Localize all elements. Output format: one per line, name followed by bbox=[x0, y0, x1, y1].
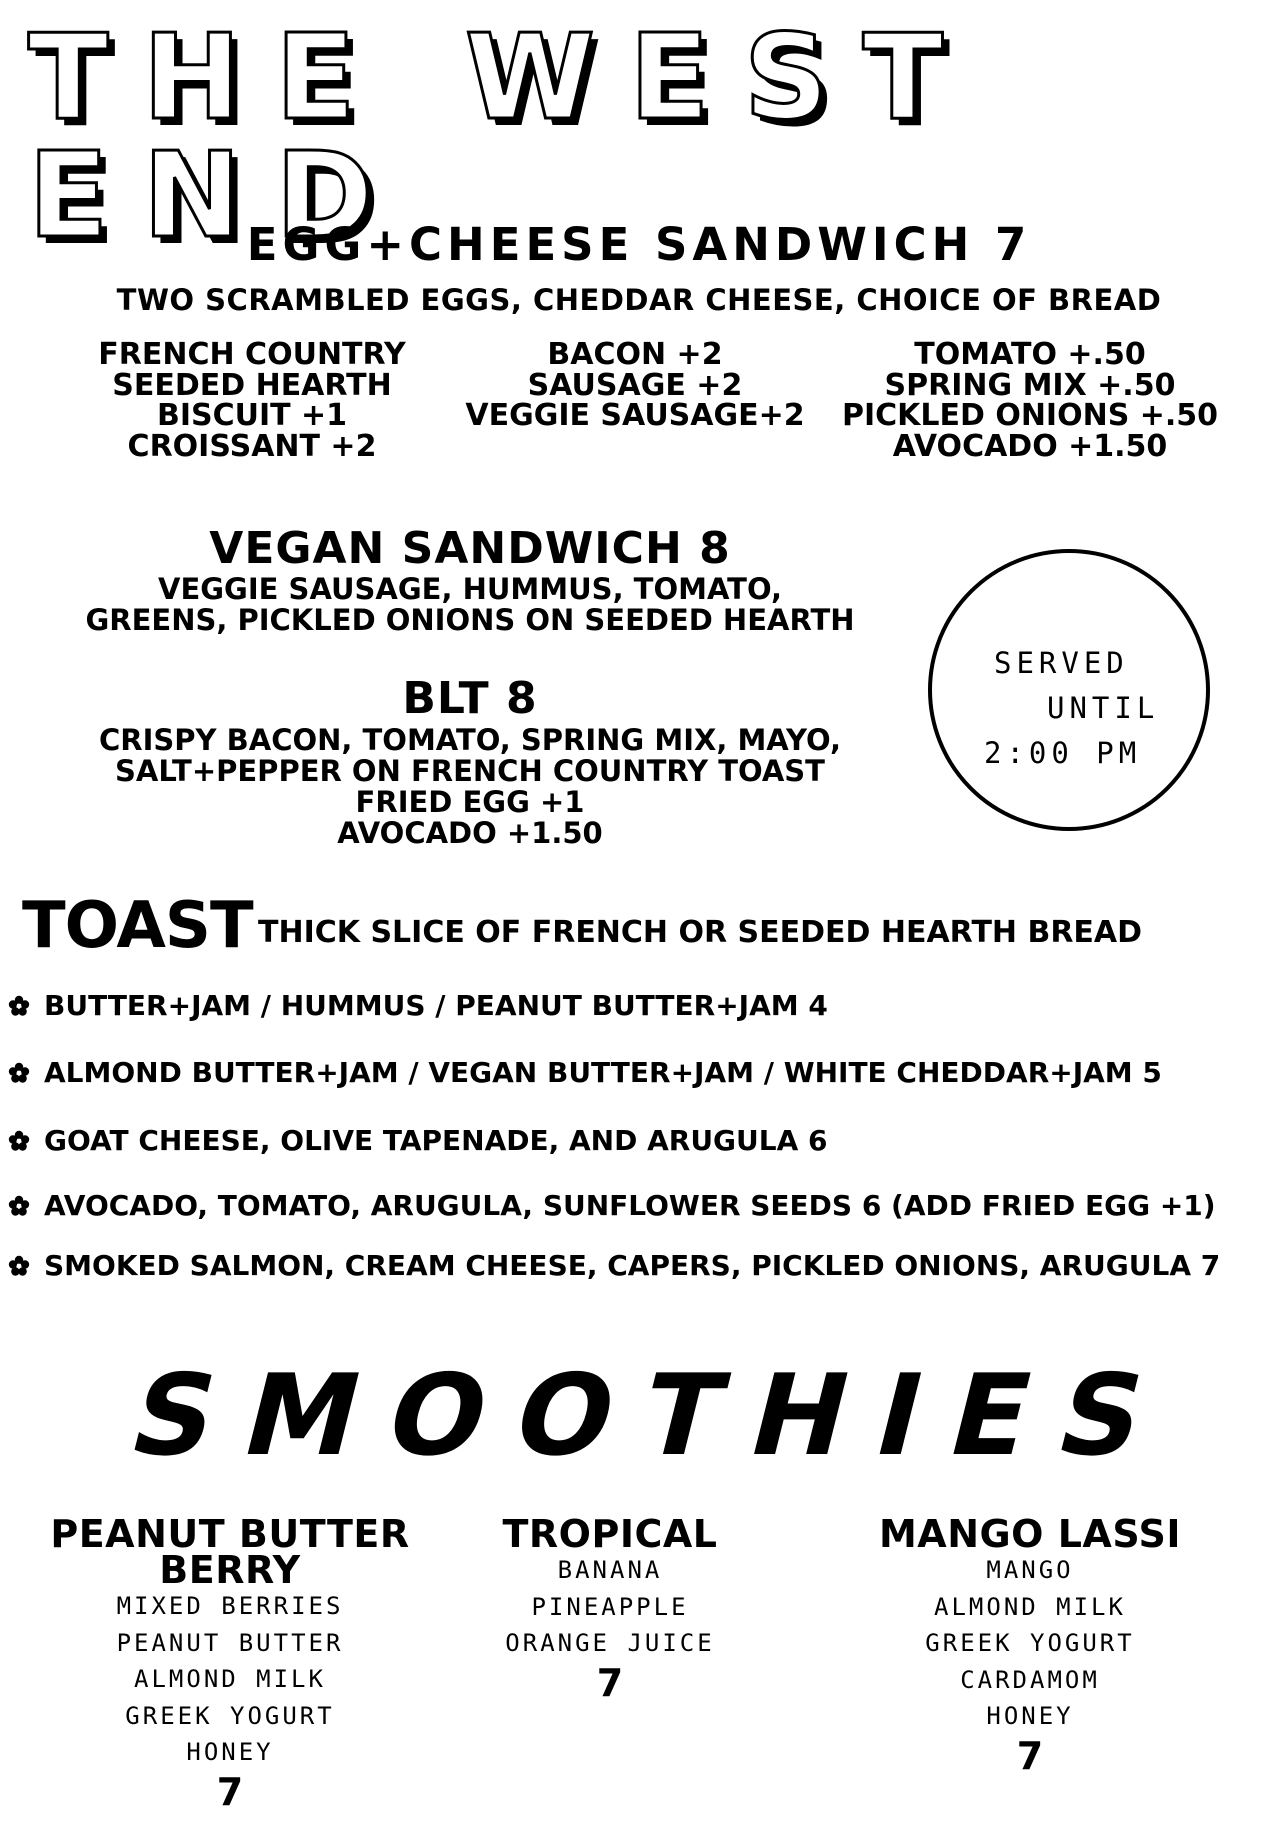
veg-option: TOMATO +.50 bbox=[914, 337, 1146, 372]
smoothie-name-line: BERRY bbox=[159, 1548, 301, 1592]
toast-heading: TOAST bbox=[22, 889, 253, 963]
smoothie-ingredient: ALMOND MILK bbox=[934, 1592, 1126, 1621]
smoothie-card bbox=[40, 1512, 420, 1814]
egg-cheese-sandwich-description: TWO SCRAMBLED EGGS, CHEDDAR CHEESE, CHOICE OF BREAD bbox=[116, 283, 1162, 317]
bread-option: FRENCH COUNTRY bbox=[98, 337, 406, 372]
blt-heading: BLT 8 bbox=[402, 673, 538, 724]
badge-line: 2:00 PM bbox=[984, 736, 1142, 770]
smoothie-ingredient: ORANGE JUICE bbox=[505, 1629, 715, 1657]
protein-option: BACON +2 bbox=[547, 337, 723, 372]
smoothie-name bbox=[40, 1512, 420, 1592]
description-line: CRISPY BACON, TOMATO, SPRING MIX, MAYO, bbox=[99, 723, 841, 757]
description-line: VEGGIE SAUSAGE, HUMMUS, TOMATO, bbox=[158, 572, 782, 606]
description-line: SALT+PEPPER ON FRENCH COUNTRY TOAST bbox=[115, 754, 825, 788]
flower-icon bbox=[8, 1195, 30, 1217]
bread-option: SEEDED HEARTH bbox=[112, 367, 392, 403]
protein-option: SAUSAGE +2 bbox=[527, 367, 743, 403]
smoothie-card bbox=[860, 1512, 1200, 1778]
description-line: GREENS, PICKLED ONIONS ON SEEDED HEARTH bbox=[85, 603, 855, 637]
toast-item-text: ALMOND BUTTER+JAM / VEGAN BUTTER+JAM / WHITE CHEDDAR+JAM 5 bbox=[44, 1056, 1162, 1089]
vegan-sandwich-heading: VEGAN SANDWICH 8 bbox=[209, 523, 731, 574]
smoothie-ingredient: BANANA bbox=[557, 1556, 663, 1584]
smoothie-price: 7 bbox=[216, 1769, 244, 1814]
veg-option: AVOCADO +1.50 bbox=[892, 428, 1168, 464]
badge-line: UNTIL bbox=[1047, 691, 1160, 725]
smoothie-ingredient: MANGO bbox=[986, 1556, 1074, 1584]
toast-item-text: GOAT CHEESE, OLIVE TAPENADE, AND ARUGULA 6 bbox=[44, 1124, 828, 1157]
smoothie-name-line: TROPICAL bbox=[502, 1512, 718, 1556]
served-until-badge bbox=[928, 549, 1210, 831]
smoothie-name-line: MANGO LASSI bbox=[878, 1512, 1182, 1556]
toast-item bbox=[8, 1056, 1162, 1089]
smoothie-ingredient: GREEK YOGURT bbox=[925, 1629, 1135, 1657]
toast-description: THICK SLICE OF FRENCH OR SEEDED HEARTH BREAD bbox=[258, 915, 1143, 950]
flower-icon bbox=[8, 1130, 30, 1152]
toast-item-text: AVOCADO, TOMATO, ARUGULA, SUNFLOWER SEEDS 6 (ADD FRIED EGG +1) bbox=[44, 1189, 1216, 1222]
badge-line: SERVED bbox=[994, 646, 1129, 680]
description-line: FRIED EGG +1 bbox=[355, 785, 585, 819]
blt-description bbox=[40, 725, 900, 849]
smoothie-ingredient: HONEY bbox=[186, 1738, 274, 1766]
bread-option: BISCUIT +1 bbox=[156, 398, 348, 433]
smoothie-ingredient: PEANUT BUTTER bbox=[116, 1628, 344, 1657]
smoothie-ingredient: MIXED BERRIES bbox=[116, 1592, 344, 1620]
smoothie-ingredient: GREEK YOGURT bbox=[125, 1701, 335, 1730]
smoothie-card bbox=[460, 1512, 760, 1705]
flower-icon bbox=[8, 1255, 30, 1277]
protein-options-list bbox=[450, 337, 820, 433]
veg-option: PICKLED ONIONS +.50 bbox=[841, 398, 1219, 433]
bread-option: CROISSANT +2 bbox=[127, 428, 377, 464]
toast-item bbox=[8, 1249, 1221, 1282]
smoothie-name bbox=[460, 1512, 760, 1556]
smoothie-name bbox=[860, 1512, 1200, 1556]
menu-title: THE WEST END bbox=[28, 8, 978, 264]
protein-option: VEGGIE SAUSAGE+2 bbox=[465, 398, 805, 433]
smoothie-price: 7 bbox=[1016, 1733, 1044, 1778]
toast-item bbox=[8, 1124, 828, 1157]
vegan-sandwich-description bbox=[40, 574, 900, 636]
veg-options-list bbox=[830, 337, 1230, 464]
toast-item-text: BUTTER+JAM / HUMMUS / PEANUT BUTTER+JAM 4 bbox=[44, 989, 828, 1022]
smoothie-name-line: PEANUT BUTTER bbox=[50, 1512, 410, 1556]
bread-options-list bbox=[62, 337, 442, 464]
smoothie-ingredient: ALMOND MILK bbox=[134, 1665, 326, 1693]
smoothie-ingredient: CARDAMOM bbox=[960, 1665, 1100, 1694]
smoothie-ingredient: HONEY bbox=[986, 1702, 1074, 1730]
egg-cheese-sandwich-heading: EGG+CHEESE SANDWICH 7 bbox=[246, 218, 1032, 271]
toast-item-text: SMOKED SALMON, CREAM CHEESE, CAPERS, PICKLED ONIONS, ARUGULA 7 bbox=[44, 1249, 1221, 1282]
flower-icon bbox=[8, 1062, 30, 1084]
veg-option: SPRING MIX +.50 bbox=[884, 367, 1176, 403]
smoothie-price: 7 bbox=[596, 1660, 624, 1705]
smoothies-heading: SMOOTHIES bbox=[118, 1351, 1190, 1481]
toast-item bbox=[8, 989, 828, 1022]
smoothie-ingredient: PINEAPPLE bbox=[531, 1592, 689, 1621]
flower-icon bbox=[8, 995, 30, 1017]
toast-item bbox=[8, 1189, 1216, 1222]
description-line: AVOCADO +1.50 bbox=[337, 816, 603, 850]
